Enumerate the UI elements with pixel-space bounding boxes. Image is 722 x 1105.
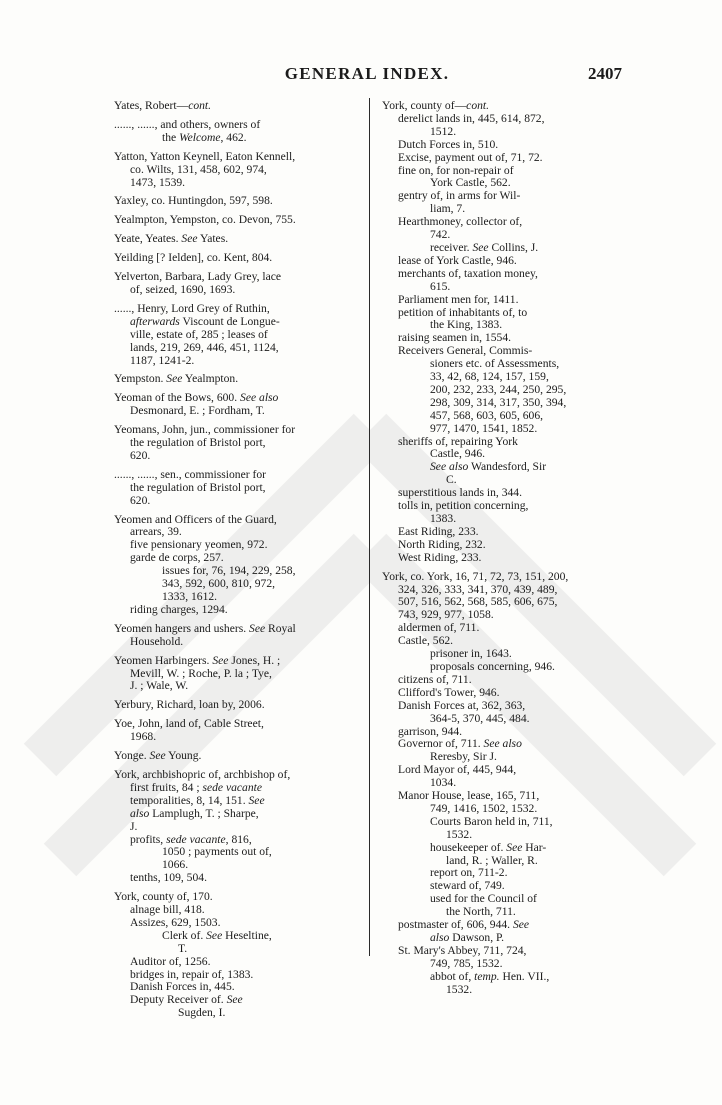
left-index-entry [114, 623, 350, 649]
index-subline: bridges in, repair of, 1383. [130, 967, 254, 981]
left-index-entry [114, 373, 350, 386]
index-subline: 977, 1470, 1541, 1852. [430, 421, 538, 435]
left-index-entry [114, 718, 350, 744]
left-index-entry [114, 252, 350, 265]
index-subline: See also Wandesford, Sir [430, 460, 547, 474]
index-heading: Yempston. See Yealmpton. [114, 372, 239, 386]
index-subline: North Riding, 232. [398, 537, 486, 551]
index-subline: first fruits, 84 ; sede vacante [130, 780, 263, 794]
index-subline: housekeeper of. See Har- [430, 840, 547, 854]
index-subline: receiver. See Collins, J. [430, 240, 539, 254]
index-subline: five pensionary yeomen, 972. [130, 538, 268, 552]
left-index-entry [114, 271, 350, 297]
index-subline: 1532. [446, 982, 473, 996]
index-subline: Courts Baron held in, 711, [430, 814, 553, 828]
index-subline: Manor House, lease, 165, 711, [398, 789, 540, 803]
index-subline: 298, 309, 314, 317, 350, 394, [430, 395, 567, 409]
index-subline: 343, 592, 600, 810, 972, [162, 577, 276, 591]
left-index-entry [114, 195, 350, 208]
index-subline: also Lamplugh, T. ; Sharpe, [130, 806, 259, 820]
index-subline: fine on, for non-repair of [398, 163, 514, 177]
index-subline: citizens of, 711. [398, 672, 472, 686]
index-heading: Yeomen Harbingers. See Jones, H. ; [114, 653, 281, 667]
index-heading: Yerbury, Richard, loan by, 2006. [114, 698, 265, 712]
index-subline: garrison, 944. [398, 724, 463, 738]
index-heading: Yeilding [? Ielden], co. Kent, 804. [114, 251, 273, 265]
left-index-entry [114, 750, 350, 763]
index-subline: lands, 219, 269, 446, 451, 1124, [130, 340, 279, 354]
index-heading: Yates, Robert—cont. [114, 99, 212, 112]
index-subline: St. Mary's Abbey, 711, 724, [398, 943, 527, 957]
index-subline: T. [178, 941, 188, 955]
index-subline: riding charges, 1294. [130, 602, 228, 616]
index-subline: West Riding, 233. [398, 550, 482, 564]
index-subline: Reresby, Sir J. [430, 750, 497, 764]
index-subline: Danish Forces at, 362, 363, [398, 698, 526, 712]
index-heading: Yoe, John, land of, Cable Street, [114, 717, 264, 731]
index-heading: Yeoman of the Bows, 600. See also [114, 391, 279, 405]
index-subline: arrears, 39. [130, 525, 182, 539]
index-subline: of, seized, 1690, 1693. [130, 282, 236, 296]
index-subline: Deputy Receiver of. See [130, 993, 243, 1007]
index-subline: Governor of, 711. See also [398, 737, 522, 751]
index-subline: Desmonard, E. ; Fordham, T. [130, 404, 265, 418]
index-subline: the North, 711. [446, 905, 516, 919]
index-subline: Clifford's Tower, 946. [398, 685, 500, 699]
index-subline: tenths, 109, 504. [130, 871, 207, 885]
index-subline: used for the Council of [430, 892, 537, 906]
index-subline: merchants of, taxation money, [398, 266, 538, 280]
left-index-entry [114, 233, 350, 246]
index-subline: Lord Mayor of, 445, 944, [398, 763, 517, 777]
left-index-entry [114, 514, 350, 617]
index-subline: 749, 785, 1532. [430, 956, 503, 970]
left-index-entry [114, 392, 350, 418]
index-subline: the regulation of Bristol port, [130, 480, 266, 494]
index-subline: 1333, 1612. [162, 590, 218, 603]
index-heading: Yeomen and Officers of the Guard, [114, 512, 277, 526]
index-subline: garde de corps, 257. [130, 551, 224, 565]
left-index-entry [114, 769, 350, 885]
index-subline: Auditor of, 1256. [130, 954, 211, 968]
index-subline: C. [446, 473, 457, 487]
index-subline: petition of inhabitants of, to [398, 305, 528, 319]
index-subline: postmaster of, 606, 944. See [398, 918, 530, 932]
index-subline: York Castle, 562. [430, 176, 511, 190]
index-subline: Clerk of. See Heseltine, [162, 928, 272, 942]
index-heading: Yealmpton, Yempston, co. Devon, 755. [114, 213, 296, 227]
left-index-entry [114, 469, 350, 508]
index-subline: co. Wilts, 131, 458, 602, 974, [130, 162, 267, 176]
index-subline: J. [130, 819, 138, 833]
index-subline: alnage bill, 418. [130, 903, 205, 917]
column-divider [369, 98, 370, 956]
index-subline: the King, 1383. [430, 318, 503, 332]
index-subline: temporalities, 8, 14, 151. See [130, 793, 265, 807]
index-heading: ......, ......, sen., commissioner for [114, 467, 266, 481]
index-subline: 620. [130, 448, 151, 462]
index-subline: afterwards Viscount de Longue- [130, 314, 280, 328]
index-subline: Hearthmoney, collector of, [398, 215, 523, 229]
right-index-entry [382, 100, 620, 565]
index-subline: 1066. [162, 858, 189, 872]
index-heading: Yaxley, co. Huntingdon, 597, 598. [114, 194, 273, 208]
index-subline: Mevill, W. ; Roche, P. la ; Tye, [130, 666, 272, 680]
index-subline: Sugden, I. [178, 1006, 226, 1020]
right-index-entry [382, 571, 620, 997]
index-subline: J. ; Wale, W. [130, 679, 189, 693]
index-subline: 1473, 1539. [130, 175, 186, 189]
index-heading: York, county of—cont. [382, 99, 490, 112]
index-subline: Excise, payment out of, 71, 72. [398, 150, 543, 164]
index-subline: Dutch Forces in, 510. [398, 137, 499, 151]
left-index-entry [114, 891, 350, 1020]
index-heading: Yeomen hangers and ushers. See Royal [114, 621, 296, 635]
index-subline: land, R. ; Waller, R. [446, 853, 538, 867]
index-subline: abbot of, temp. Hen. VII., [430, 969, 550, 983]
index-subline: report on, 711-2. [430, 866, 508, 880]
page-number: 2407 [588, 64, 622, 83]
index-subline: 507, 516, 562, 568, 585, 606, 675, [398, 595, 558, 609]
left-index-entry [114, 699, 350, 712]
index-subline: profits, sede vacante, 816, [130, 832, 252, 846]
index-subline: sheriffs of, repairing York [398, 434, 518, 448]
index-heading: York, co. York, 16, 71, 72, 73, 151, 200, [382, 569, 569, 583]
index-subline: 457, 568, 603, 605, 606, [430, 408, 544, 422]
left-index-entry [114, 151, 350, 190]
index-subline: 1532. [446, 827, 473, 841]
index-subline: Assizes, 629, 1503. [130, 915, 221, 929]
index-subline: 364-5, 370, 445, 484. [430, 711, 530, 725]
index-subline: prisoner in, 1643. [430, 647, 512, 661]
index-subline: proposals concerning, 946. [430, 659, 555, 673]
index-subline: East Riding, 233. [398, 524, 479, 538]
index-subline: 1512. [430, 124, 457, 138]
index-subline: the regulation of Bristol port, [130, 436, 266, 450]
left-index-entry [114, 303, 350, 368]
page-title: GENERAL INDEX. [284, 64, 450, 83]
index-heading: ......, Henry, Lord Grey of Ruthin, [114, 301, 270, 315]
index-subline: steward of, 749. [430, 879, 505, 893]
index-subline: issues for, 76, 194, 229, 258, [162, 564, 296, 578]
index-heading: Yatton, Yatton Keynell, Eaton Kennell, [114, 149, 296, 163]
index-subline: liam, 7. [430, 202, 466, 216]
index-subline: the Welcome, 462. [162, 130, 247, 144]
index-subline: 1034. [430, 776, 457, 790]
index-subline: 743, 929, 977, 1058. [398, 608, 494, 622]
left-index-entry [114, 100, 350, 113]
index-heading: Yelverton, Barbara, Lady Grey, lace [114, 270, 282, 284]
index-subline: raising seamen in, 1554. [398, 331, 512, 345]
index-heading: York, county of, 170. [114, 890, 213, 904]
index-subline: gentry of, in arms for Wil- [398, 189, 521, 203]
index-subline: 33, 42, 68, 124, 157, 159, [430, 370, 549, 384]
index-subline: Castle, 946. [430, 447, 486, 461]
left-index-entry [114, 119, 350, 145]
page-header [112, 64, 622, 88]
index-subline: superstitious lands in, 344. [398, 486, 522, 500]
index-heading: Yeate, Yeates. See Yates. [114, 232, 229, 246]
index-subline: lease of York Castle, 946. [398, 253, 517, 267]
index-subline: Castle, 562. [398, 634, 454, 648]
left-index-entry [114, 214, 350, 227]
index-subline: aldermen of, 711. [398, 621, 480, 635]
right-column [382, 100, 620, 1003]
index-subline: 620. [130, 493, 151, 507]
index-subline: ville, estate of, 285 ; leases of [130, 327, 268, 341]
index-subline: 615. [430, 279, 451, 293]
index-subline: Parliament men for, 1411. [398, 292, 519, 306]
index-subline: Danish Forces in, 445. [130, 980, 235, 994]
index-subline: 200, 232, 233, 244, 250, 295, [430, 382, 567, 396]
index-heading: Yeomans, John, jun., commissioner for [114, 423, 296, 437]
index-heading: ......, ......, and others, owners of [114, 117, 261, 131]
index-subline: also Dawson, P. [430, 931, 505, 944]
index-subline: 1383. [430, 512, 457, 525]
index-subline: Household. [130, 634, 184, 648]
index-heading: York, archbishopric of, archbishop of, [114, 767, 291, 781]
index-subline: Receivers General, Commis- [398, 344, 533, 358]
index-subline: tolls in, petition concerning, [398, 499, 529, 513]
index-subline: 1968. [130, 730, 157, 744]
index-heading: Yonge. See Young. [114, 749, 202, 763]
index-subline: 749, 1416, 1502, 1532. [430, 801, 538, 815]
index-subline: 324, 326, 333, 341, 370, 439, 489, [398, 582, 558, 596]
index-subline: sioners etc. of Assessments, [430, 357, 560, 371]
index-subline: 1187, 1241-2. [130, 353, 195, 367]
index-subline: 1050 ; payments out of, [162, 845, 272, 859]
left-index-entry [114, 655, 350, 694]
left-index-entry [114, 424, 350, 463]
index-subline: 742. [430, 228, 451, 242]
left-column [114, 100, 350, 1026]
index-subline: derelict lands in, 445, 614, 872, [398, 111, 545, 125]
